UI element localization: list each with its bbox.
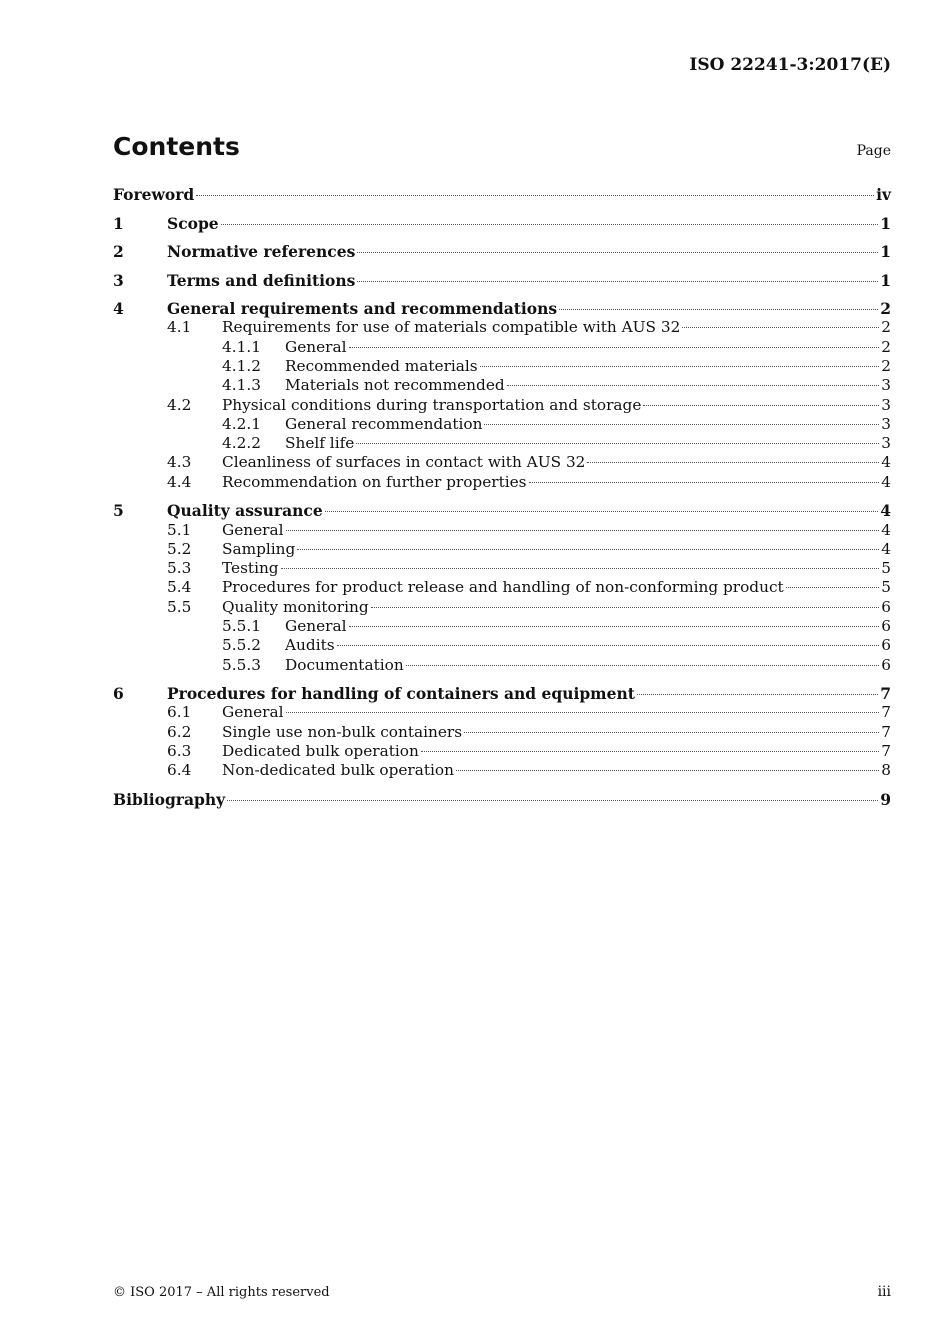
toc-entry-number: 4.2 xyxy=(167,395,192,414)
toc-entry-page: 1 xyxy=(880,242,891,261)
toc-entry[interactable] xyxy=(113,415,891,435)
toc-entry[interactable] xyxy=(113,521,891,541)
toc-entry[interactable] xyxy=(113,376,891,396)
dot-leader xyxy=(357,281,878,282)
toc-entry-title: Recommendation on further properties xyxy=(222,472,527,491)
toc-entry-number: 1 xyxy=(113,213,124,233)
toc-entry[interactable] xyxy=(113,242,891,262)
toc-entry-page: 8 xyxy=(881,761,891,780)
toc-entry-title: Sampling xyxy=(222,539,296,558)
dot-leader xyxy=(643,405,879,406)
toc-entry[interactable] xyxy=(113,357,891,377)
toc-entry-page: 3 xyxy=(881,376,891,395)
toc-entry-page: 1 xyxy=(880,213,891,233)
dot-leader xyxy=(286,712,880,713)
dot-leader xyxy=(421,751,879,752)
dot-leader xyxy=(529,482,880,483)
dot-leader xyxy=(484,424,879,425)
toc-entry-page: 1 xyxy=(880,270,891,290)
toc-entry-page: 3 xyxy=(881,434,891,453)
toc-entry[interactable] xyxy=(113,501,891,521)
contents-heading: Contents xyxy=(113,132,240,161)
toc-entry[interactable] xyxy=(113,453,891,473)
toc-entry-page: 6 xyxy=(881,617,891,635)
toc-entry-title: Quality assurance xyxy=(167,501,323,521)
toc-entry-number: 4.2.2 xyxy=(222,434,261,453)
toc-entry-number: 4.1.1 xyxy=(222,337,261,356)
toc-entry-page: 2 xyxy=(881,337,891,356)
dot-leader xyxy=(456,770,879,771)
toc-entry[interactable] xyxy=(113,703,891,723)
toc-entry-number: 5.5 xyxy=(167,597,192,616)
page-column-label: Page xyxy=(856,143,891,159)
toc-entry-title: Bibliography xyxy=(113,789,226,809)
toc-entry-page: 7 xyxy=(881,722,891,741)
toc-entry-title: Requirements for use of materials compatible with AUS 32 xyxy=(222,318,681,337)
dot-leader xyxy=(371,607,880,608)
toc-entry-page: 5 xyxy=(881,578,891,597)
toc-entry-number: 3 xyxy=(113,270,124,290)
dot-leader xyxy=(637,694,878,695)
toc-entry-title: Terms and definitions xyxy=(167,270,356,290)
dot-leader xyxy=(587,462,879,463)
toc-entry-number: 2 xyxy=(113,242,124,261)
toc-entry-title: General xyxy=(222,703,284,722)
dot-leader xyxy=(786,587,880,588)
toc-entry[interactable] xyxy=(113,578,891,598)
document-id: ISO 22241-3:2017(E) xyxy=(689,55,891,75)
toc-entry-number: 5.3 xyxy=(167,559,192,578)
dot-leader xyxy=(349,626,880,627)
toc-entry-number: 4.1.2 xyxy=(222,356,261,375)
toc-entry-page: 2 xyxy=(881,356,891,375)
toc-entry-title: Recommended materials xyxy=(285,356,478,375)
toc-entry[interactable] xyxy=(113,761,891,781)
toc-entry-title: General requirements and recommendations xyxy=(167,299,558,318)
dot-leader xyxy=(221,224,879,225)
toc-entry-number: 5.2 xyxy=(167,539,192,558)
toc-entry-title: Materials not recommended xyxy=(285,376,505,395)
toc-entry-title: General xyxy=(285,617,347,635)
toc-entry-title: Shelf life xyxy=(285,434,355,453)
toc-entry-number: 4.1 xyxy=(167,318,192,337)
toc-entry-number: 5.5.3 xyxy=(222,655,261,674)
toc-entry-title: General xyxy=(285,337,347,356)
toc-entry[interactable] xyxy=(113,790,891,810)
toc-entry[interactable] xyxy=(113,396,891,416)
toc-entry-page: 6 xyxy=(881,655,891,674)
dot-leader xyxy=(196,195,874,196)
toc-entry-number: 6.3 xyxy=(167,742,192,760)
toc-entry[interactable] xyxy=(113,434,891,454)
toc-entry-page: 4 xyxy=(881,539,891,558)
toc-entry-page: 4 xyxy=(880,501,891,521)
dot-leader xyxy=(281,568,880,569)
toc-entry-title: Dedicated bulk operation xyxy=(222,742,419,760)
toc-entry-page: 7 xyxy=(881,742,891,760)
footer-copyright: © ISO 2017 – All rights reserved xyxy=(113,1285,330,1300)
toc-entry-page: 4 xyxy=(881,520,891,539)
toc-entry-page: 6 xyxy=(881,597,891,616)
dot-leader xyxy=(406,665,880,666)
toc-entry-page: 4 xyxy=(881,453,891,472)
toc-entry[interactable] xyxy=(113,598,891,618)
toc-entry-number: 6.1 xyxy=(167,703,192,722)
dot-leader xyxy=(559,309,878,310)
dot-leader xyxy=(464,732,879,733)
toc-entry-title: Single use non-bulk containers xyxy=(222,722,463,741)
toc-entry-page: 6 xyxy=(881,636,891,655)
dot-leader xyxy=(356,443,879,444)
toc-entry[interactable] xyxy=(113,559,891,579)
toc-entry-page: 9 xyxy=(880,789,891,809)
toc-entry[interactable] xyxy=(113,540,891,560)
toc-entry[interactable] xyxy=(113,271,891,291)
toc-entry-number: 6.2 xyxy=(167,722,192,741)
toc-entry[interactable] xyxy=(113,656,891,676)
toc-entry-page: 7 xyxy=(880,684,891,704)
toc-entry-title: Cleanliness of surfaces in contact with AUS 32 xyxy=(222,453,586,472)
toc-entry-title: Audits xyxy=(285,636,335,655)
toc-entry-page: 2 xyxy=(881,318,891,337)
toc-entry-number: 5.5.2 xyxy=(222,636,261,655)
toc-entry-page: 4 xyxy=(881,472,891,491)
toc-entry-title: General recommendation xyxy=(285,414,483,433)
toc-entry-number: 4.4 xyxy=(167,472,192,491)
toc-entry[interactable] xyxy=(113,338,891,358)
toc-entry-number: 4 xyxy=(113,299,124,318)
toc-entry-page: 5 xyxy=(881,559,891,578)
dot-leader xyxy=(297,549,879,550)
dot-leader xyxy=(325,511,879,512)
toc-entry-title: Scope xyxy=(167,213,219,233)
dot-leader xyxy=(349,347,880,348)
dot-leader xyxy=(357,252,878,253)
toc-entry-title: Normative references xyxy=(167,242,356,261)
toc-entry-number: 6.4 xyxy=(167,761,192,780)
toc-entry-page: iv xyxy=(876,185,891,204)
toc-entry-title: Physical conditions during transportation and storage xyxy=(222,395,642,414)
toc-entry-title: Quality monitoring xyxy=(222,597,369,616)
toc-entry-page: 3 xyxy=(881,414,891,433)
toc-entry[interactable] xyxy=(113,299,891,319)
toc-entry-title: General xyxy=(222,520,284,539)
dot-leader xyxy=(480,366,880,367)
toc-entry-number: 4.2.1 xyxy=(222,414,261,433)
toc-entry-number: 4.3 xyxy=(167,453,192,472)
footer-page-number: iii xyxy=(877,1284,891,1300)
dot-leader xyxy=(337,645,880,646)
toc-entry-page: 3 xyxy=(881,395,891,414)
toc-entry[interactable] xyxy=(113,473,891,493)
toc-entry[interactable] xyxy=(113,723,891,743)
toc-entry-page: 7 xyxy=(881,703,891,722)
toc-entry[interactable] xyxy=(113,742,891,762)
dot-leader xyxy=(286,530,880,531)
toc-entry-title: Documentation xyxy=(285,655,404,674)
toc-entry[interactable] xyxy=(113,636,891,656)
toc-entry[interactable] xyxy=(113,185,891,205)
toc-entry[interactable] xyxy=(113,684,891,704)
dot-leader xyxy=(682,327,879,328)
dot-leader xyxy=(507,385,880,386)
toc-entry-number: 5.1 xyxy=(167,520,192,539)
toc-entry-number: 4.1.3 xyxy=(222,376,261,395)
toc-entry-page: 2 xyxy=(880,299,891,318)
toc-entry[interactable] xyxy=(113,617,891,637)
toc-entry-title: Non-dedicated bulk operation xyxy=(222,761,454,780)
toc-entry-title: Foreword xyxy=(113,185,195,204)
toc-entry-number: 6 xyxy=(113,684,124,704)
toc-entry-number: 5 xyxy=(113,501,124,521)
toc-entry-title: Procedures for product release and handling of non-conforming product xyxy=(222,578,784,597)
toc-entry[interactable] xyxy=(113,214,891,234)
toc-entry[interactable] xyxy=(113,318,891,338)
toc-entry-title: Procedures for handling of containers and equipment xyxy=(167,684,635,704)
toc-entry-number: 5.5.1 xyxy=(222,617,261,635)
toc-entry-title: Testing xyxy=(222,559,279,578)
toc-entry-number: 5.4 xyxy=(167,578,192,597)
dot-leader xyxy=(227,800,878,801)
